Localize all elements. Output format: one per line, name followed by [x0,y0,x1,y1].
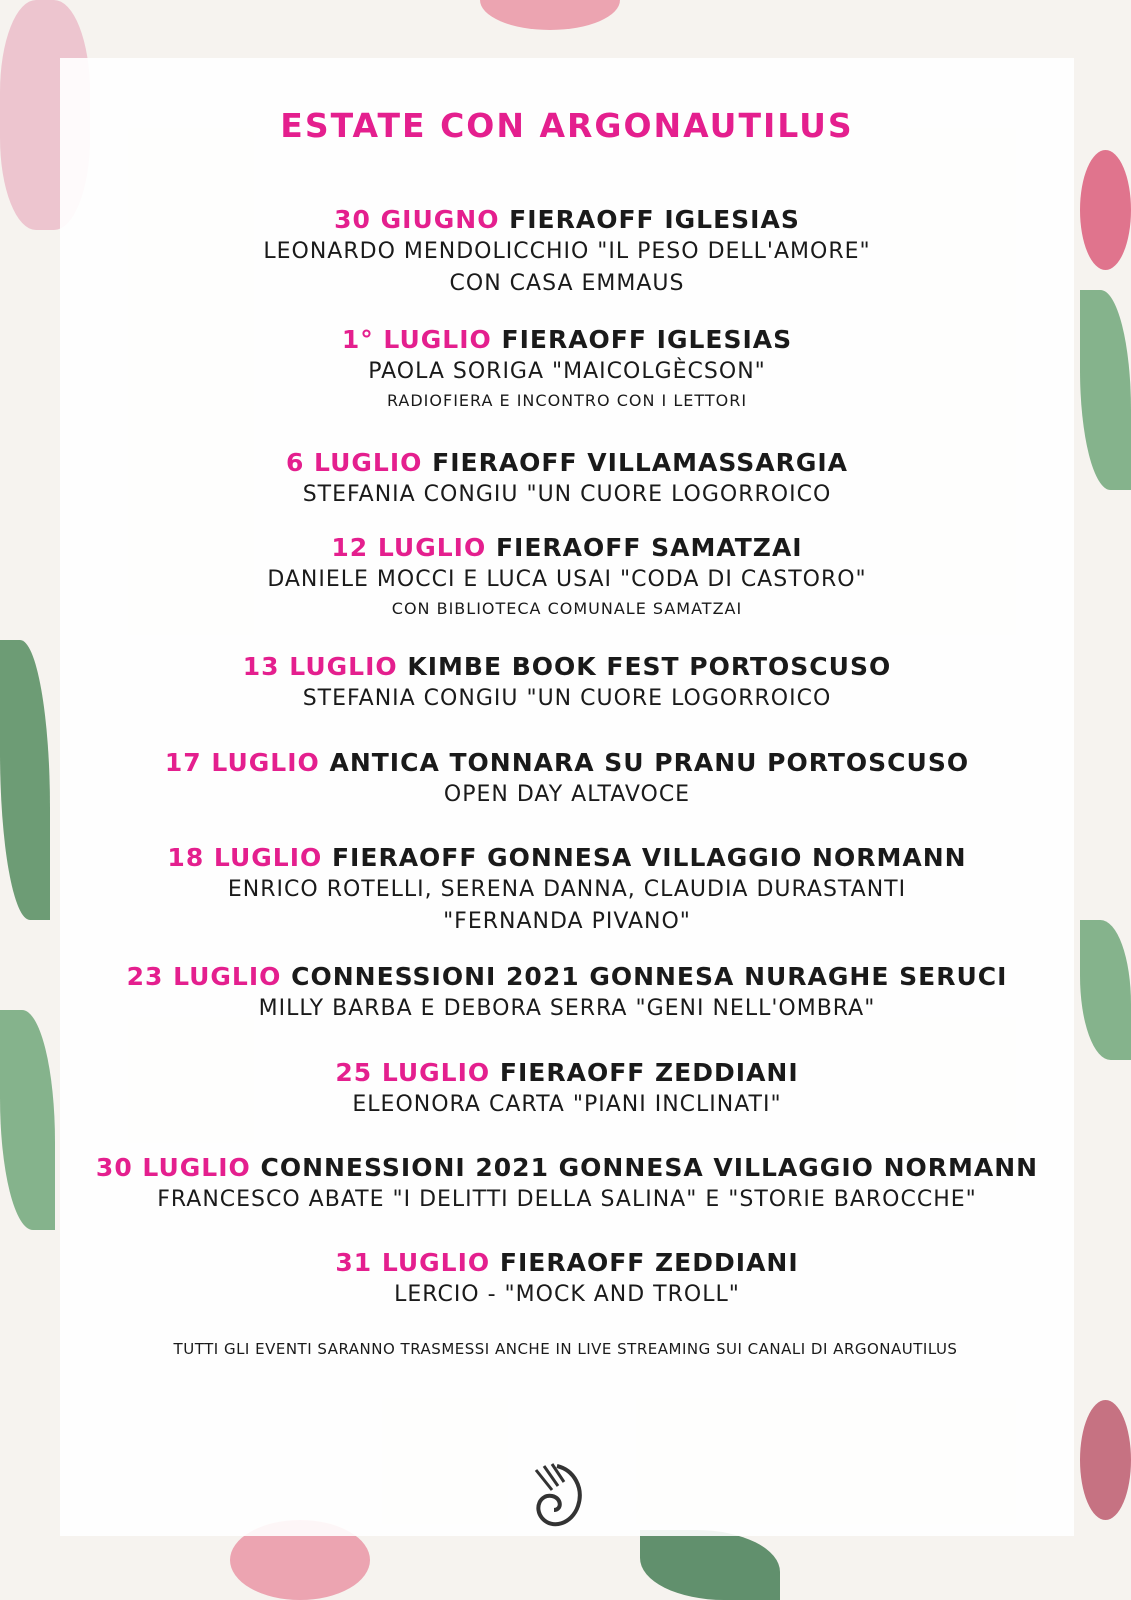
event-header [60,532,1074,564]
event-guest: DANIELE MOCCI E LUCA USAI "CODA DI CASTORO" [267,567,867,592]
event-header [60,651,1074,683]
event-item [60,532,1074,622]
event-venue: FIERAOFF SAMATZAI [495,533,803,562]
event-header [60,1152,1074,1184]
event-list [60,58,1074,1307]
event-date: 23 LUGLIO [126,962,282,991]
event-venue: FIERAOFF GONNESA VILLAGGIO NORMANN [331,843,967,872]
event-date: 25 LUGLIO [335,1058,491,1087]
event-item [60,1152,1074,1216]
event-guest: LERCIO - "MOCK AND TROLL" [394,1282,740,1307]
page-title: ESTATE CON ARGONAUTILUS [280,106,854,145]
event-item [60,842,1074,938]
event-venue: FIERAOFF ZEDDIANI [499,1058,799,1087]
event-guest: ENRICO ROTELLI, SERENA DANNA, CLAUDIA DURASTANTI [227,877,907,902]
event-venue: KIMBE BOOK FEST PORTOSCUSO [407,652,892,681]
event-date: 6 LUGLIO [285,448,423,477]
event-header [60,747,1074,779]
event-item [60,651,1074,715]
event-venue: FIERAOFF VILLAMASSARGIA [432,448,849,477]
event-venue: CONNESSIONI 2021 GONNESA NURAGHE SERUCI [291,962,1008,991]
event-guest: MILLY BARBA E DEBORA SERRA "GENI NELL'OMBRA" [258,996,876,1021]
event-date: 13 LUGLIO [242,652,398,681]
event-venue: FIERAOFF IGLESIAS [501,325,793,354]
event-venue: FIERAOFF ZEDDIANI [499,1248,799,1277]
event-guest: OPEN DAY ALTAVOCE [443,782,691,807]
event-date: 1° LUGLIO [341,325,492,354]
event-guest: FRANCESCO ABATE "I DELITTI DELLA SALINA" E "STORIE BAROCCHE" [157,1187,977,1212]
event-venue: ANTICA TONNARA SU PRANU PORTOSCUSO [329,748,970,777]
event-item [60,747,1074,811]
event-item [60,324,1074,414]
event-guest: ELEONORA CARTA "PIANI INCLINATI" [352,1092,782,1117]
event-item [60,1247,1074,1311]
event-header [60,1057,1074,1089]
event-header [60,204,1074,236]
event-note: CON CASA EMMAUS [449,271,685,296]
event-date: 12 LUGLIO [331,533,487,562]
event-date: 30 LUGLIO [95,1153,251,1182]
footer-note: TUTTI GLI EVENTI SARANNO TRASMESSI ANCHE IN LIVE STREAMING SUI CANALI DI ARGONAUTILUS [173,1340,958,1358]
event-guest: STEFANIA CONGIU "UN CUORE LOGORROICO [302,686,832,711]
event-item [60,1057,1074,1121]
event-venue: CONNESSIONI 2021 GONNESA VILLAGGIO NORMANN [260,1153,1039,1182]
event-header [60,1247,1074,1279]
event-header [60,447,1074,479]
event-date: 30 GIUGNO [334,205,500,234]
event-venue: FIERAOFF IGLESIAS [509,205,800,234]
event-date: 17 LUGLIO [164,748,320,777]
event-date: 18 LUGLIO [167,843,323,872]
event-guest: STEFANIA CONGIU "UN CUORE LOGORROICO [302,482,832,507]
argonautilus-logo [522,1460,592,1540]
event-item [60,447,1074,511]
event-note: RADIOFIERA E INCONTRO CON I LETTORI [386,391,748,410]
event-guest: PAOLA SORIGA "MAICOLGÈCSON" [368,359,766,384]
event-item [60,204,1074,300]
event-header [60,842,1074,874]
event-date: 31 LUGLIO [335,1248,491,1277]
event-note: "FERNANDA PIVANO" [443,909,691,934]
event-header [60,961,1074,993]
event-note: CON BIBLIOTECA COMUNALE SAMATZAI [391,599,743,618]
event-item [60,961,1074,1025]
event-guest: LEONARDO MENDOLICCHIO "IL PESO DELL'AMORE" [263,239,871,264]
event-header [60,324,1074,356]
